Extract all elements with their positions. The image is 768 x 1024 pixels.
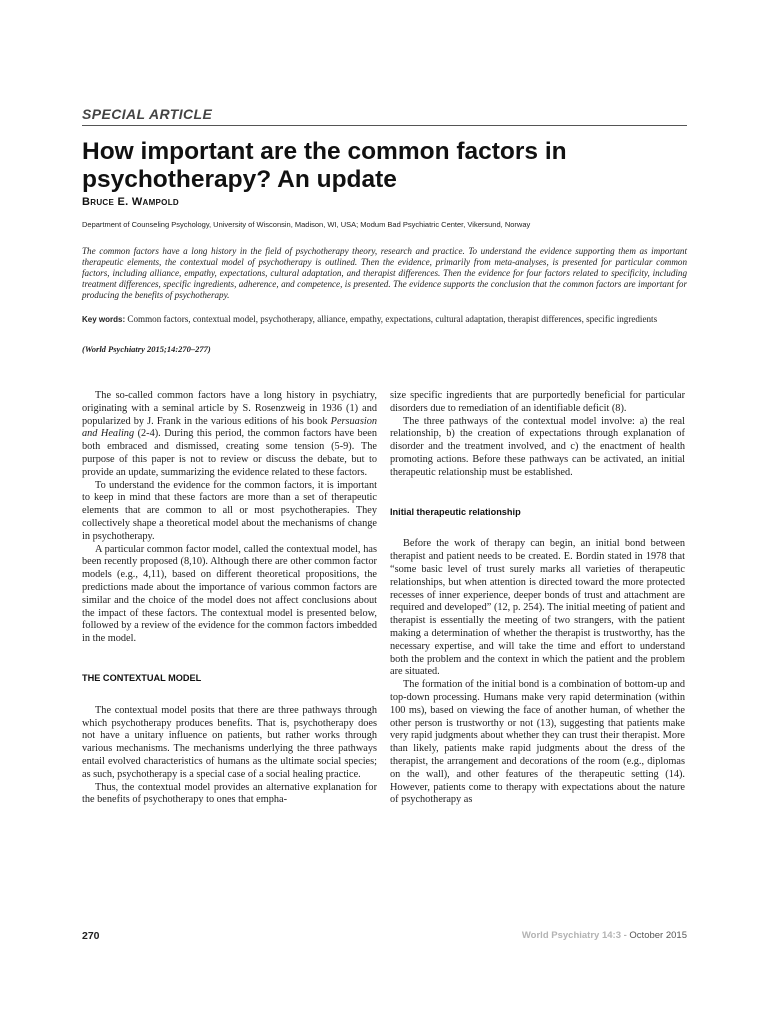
issue-date: October 2015 xyxy=(629,930,687,941)
paragraph: Before the work of therapy can begin, an initial bond between therapist and patient needs to be created. E. Bordin stated in 1978 that “some basic level of trust surely marks all varieties of therapeutic relationships, but when attention is directed toward the more protected recesses of inner experience, deeper bonds of trust and attachment are required and developed” (12, p. 254). The initial meeting of patient and therapist is essentially the meeting of two strangers, with the patient making a determination of whether the therapist is trustworthy, has the necessary expertise, and will take the time and effort to understand both the problem and the context in which the patient and the problem are situated. xyxy=(390,538,685,678)
paragraph: A particular common factor model, called the contextual model, has been recently proposed (8,10). Although there are other common factor models (e.g., 4,11), based on different theoretical propositions, the predictions made about the importance of various common factors are similar and the choice of the model does not affect conclusions about the impact of these factors. The contextual model is presented below, followed by a review of the evidence for the common factors imbedded in the model. xyxy=(82,543,377,645)
paragraph: Thus, the contextual model provides an alternative explanation for the benefits of psychotherapy to ones that empha- xyxy=(82,781,377,806)
abstract: The common factors have a long history in the field of psychotherapy theory, research and practice. To understand the evidence supporting them as important therapeutic elements, the contextual model of psychotherapy is outlined. Then the evidence, primarily from meta-analyses, is presented for particular common factors, including alliance, empathy, expectations, cultural adaptation, and therapist differences. Then the evidence for four factors related to specificity, including treatment differences, specific ingredients, adherence, and competence, is presented. The evidence supports the conclusion that the common factors are important for producing the benefits of psychotherapy. xyxy=(82,246,687,301)
body-column-right xyxy=(390,390,685,807)
spacer xyxy=(390,518,685,538)
book-title: Persuasion and Healing xyxy=(82,415,377,440)
paragraph: To understand the evidence for the common factors, it is important to keep in mind that these factors are more than a set of therapeutic elements that are common to all or most psychotherapies. They collectively shape a theoretical model about the mechanisms of change in psychotherapy. xyxy=(82,479,377,542)
keywords-text: Common factors, contextual model, psychotherapy, alliance, empathy, expectations, cultural adaptation, therapist differences, specific ingredients xyxy=(127,314,658,324)
spacer xyxy=(390,480,685,506)
spacer xyxy=(82,646,377,672)
paragraph: The formation of the initial bond is a combination of bottom-up and top-down processing. Humans make very rapid determination (within 100 ms), based on viewing the face of another human, of whether the other person is trustworthy or not (13), suggesting that patients make very rapid judgments about whether they can trust their therapist. More than likely, patients make rapid judgments about the dress of the therapist, the arrangement and decorations of the room (e.g., diplomas on the wall), and other features of the therapeutic setting (14). However, patients come to therapy with expectations about the nature of psychotherapy as xyxy=(390,679,685,806)
body-column-left xyxy=(82,390,377,807)
journal-footer xyxy=(440,930,687,941)
paragraph: The three pathways of the contextual model involve: a) the real relationship, b) the creation of expectations through explanation of disorder and the treatment involved, and c) the enactment of health promoting actions. Before these pathways can be activated, an initial therapeutic relationship must be established. xyxy=(390,415,685,478)
paragraph: size specific ingredients that are purportedly beneficial for particular disorders due to remediation of an identifiable deficit (8). xyxy=(390,390,685,414)
section-heading: Initial therapeutic relationship xyxy=(390,506,521,517)
citation: (World Psychiatry 2015;14:270–277) xyxy=(82,344,211,354)
author-name: Bruce E. Wampold xyxy=(82,196,179,208)
journal-name: World Psychiatry 14:3 - xyxy=(521,930,630,941)
section-label: SPECIAL ARTICLE xyxy=(82,106,213,122)
section-divider xyxy=(82,125,687,126)
keywords xyxy=(82,314,687,325)
section-heading: THE CONTEXTUAL MODEL xyxy=(82,672,202,683)
paragraph xyxy=(82,390,377,480)
spacer xyxy=(82,685,377,705)
keywords-label: Key words: xyxy=(82,315,126,324)
paragraph-text: (2-4). During this period, the common factors have been both embraced and dismissed, creating some tension (5-9). The purpose of this paper is not to review or discuss the debate, but to provide an update, summarizing the evidence related to these factors. xyxy=(82,428,377,478)
article-title: How important are the common factors in psychotherapy? An update xyxy=(82,138,567,193)
page-number: 270 xyxy=(82,930,100,942)
paragraph-text: The so-called common factors have a long history in psychiatry, originating with a seminal article by S. Rosenzweig in 1936 (1) and popularized by J. Frank in the various editions of his book xyxy=(82,390,377,427)
author-affiliation: Department of Counseling Psychology, University of Wisconsin, Madison, WI, USA; Modum Bad Psychiatric Center, Vikersund, Norway xyxy=(82,220,531,229)
paragraph: The contextual model posits that there are three pathways through which psychotherapy produces benefits. That is, psychotherapy does not have a unitary influence on patients, but rather works through various mechanisms. The mechanisms underlying the three pathways entail evolved characteristics of humans as the ultimate social species; as such, psychotherapy is a special case of a social healing practice. xyxy=(82,704,377,780)
